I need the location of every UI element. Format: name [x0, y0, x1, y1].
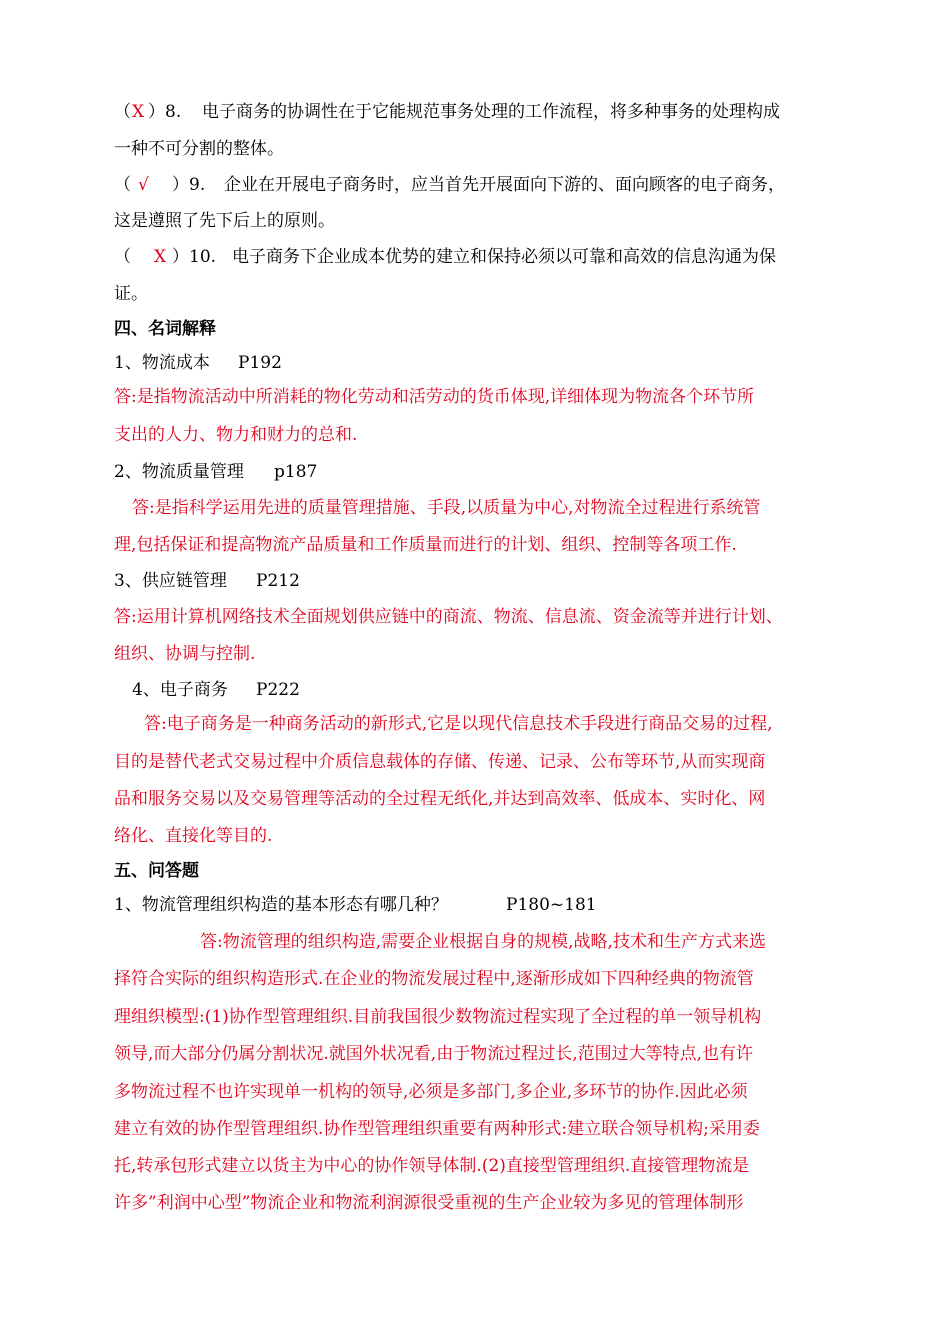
page-ref: P180~181	[506, 895, 597, 915]
qa-answer-line: 答:物流管理的组织构造,需要企业根据自身的规模,战略,技术和生产方式来选	[200, 932, 766, 952]
close-paren-number: ）10.	[172, 247, 217, 267]
section-heading-terms: 四、名词解释	[114, 319, 216, 339]
judgment-continuation: 一种不可分割的整体。	[114, 139, 284, 159]
term-name: 2、物流质量管理	[114, 462, 244, 482]
page-ref: P192	[238, 353, 282, 373]
page-ref: p187	[274, 462, 318, 482]
open-paren: （	[114, 175, 131, 195]
term-answer-line: 答:是指科学运用先进的质量管理措施、手段,以质量为中心,对物流全过程进行系统管	[132, 498, 761, 518]
term-answer-line: 组织、协调与控制.	[114, 644, 256, 664]
statement-text: 企业在开展电子商务时，应当首先开展面向下游的、面向顾客的电子商务，	[224, 175, 785, 195]
qa-answer-line: 托,转承包形式建立以货主为中心的协作领导体制.(2)直接型管理组织.直接管理物流是	[114, 1156, 750, 1176]
judgment-continuation: 证。	[114, 284, 148, 304]
section-heading-qa: 五、问答题	[114, 861, 199, 881]
answer-mark: √	[138, 175, 149, 195]
term-answer-line: 目的是替代老式交易过程中介质信息载体的存储、传递、记录、公布等环节,从而实现商	[114, 752, 766, 772]
term-name: 1、物流成本	[114, 353, 210, 373]
term-answer-line: 络化、直接化等目的.	[114, 826, 273, 846]
term-answer-line: 答:电子商务是一种商务活动的新形式,它是以现代信息技术手段进行商品交易的过程,	[144, 714, 773, 734]
close-paren-number: ）8.	[148, 102, 182, 122]
question-text: 1、物流管理组织构造的基本形态有哪几种？	[114, 895, 448, 915]
term-answer-line: 理,包括保证和提高物流产品质量和工作质量而进行的计划、组织、控制等各项工作.	[114, 535, 737, 555]
statement-text: 电子商务下企业成本优势的建立和保持必须以可靠和高效的信息沟通为保	[232, 247, 776, 267]
qa-answer-line: 领导,而大部分仍属分割状况.就国外状况看,由于物流过程过长,范围过大等特点,也有许	[114, 1044, 754, 1064]
term-answer-line: 品和服务交易以及交易管理等活动的全过程无纸化,并达到高效率、低成本、实时化、网	[114, 789, 766, 809]
qa-answer-line: 许多”利润中心型”物流企业和物流利润源很受重视的生产企业较为多见的管理体制形	[114, 1193, 744, 1213]
page-ref: P212	[256, 571, 300, 591]
term-name: 3、供应链管理	[114, 571, 227, 591]
open-paren: （	[114, 102, 131, 122]
term-answer-line: 答:运用计算机网络技术全面规划供应链中的商流、物流、信息流、资金流等并进行计划、	[114, 607, 783, 627]
term-answer-line: 答:是指物流活动中所消耗的物化劳动和活劳动的货币体现,详细体现为物流各个环节所	[114, 387, 755, 407]
answer-mark: X	[154, 247, 167, 267]
judgment-continuation: 这是遵照了先下后上的原则。	[114, 211, 335, 231]
open-paren: （	[114, 247, 131, 267]
term-answer-line: 支出的人力、物力和财力的总和.	[114, 425, 358, 445]
term-name: 4、电子商务	[132, 680, 228, 700]
close-paren-number: ）9.	[172, 175, 206, 195]
answer-mark: X	[132, 102, 145, 122]
page-ref: P222	[256, 680, 300, 700]
qa-answer-line: 择符合实际的组织构造形式.在企业的物流发展过程中,逐渐形成如下四种经典的物流管	[114, 969, 754, 989]
qa-answer-line: 建立有效的协作型管理组织.协作型管理组织重要有两种形式:建立联合领导机构;采用委	[114, 1119, 760, 1139]
qa-answer-line: 理组织模型:(1)协作型管理组织.目前我国很少数物流过程实现了全过程的单一领导机构	[114, 1007, 762, 1027]
qa-answer-line: 多物流过程不也许实现单一机构的领导,必须是多部门,多企业,多环节的协作.因此必须	[114, 1082, 748, 1102]
statement-text: 电子商务的协调性在于它能规范事务处理的工作流程，将多种事务的处理构成	[202, 102, 780, 122]
